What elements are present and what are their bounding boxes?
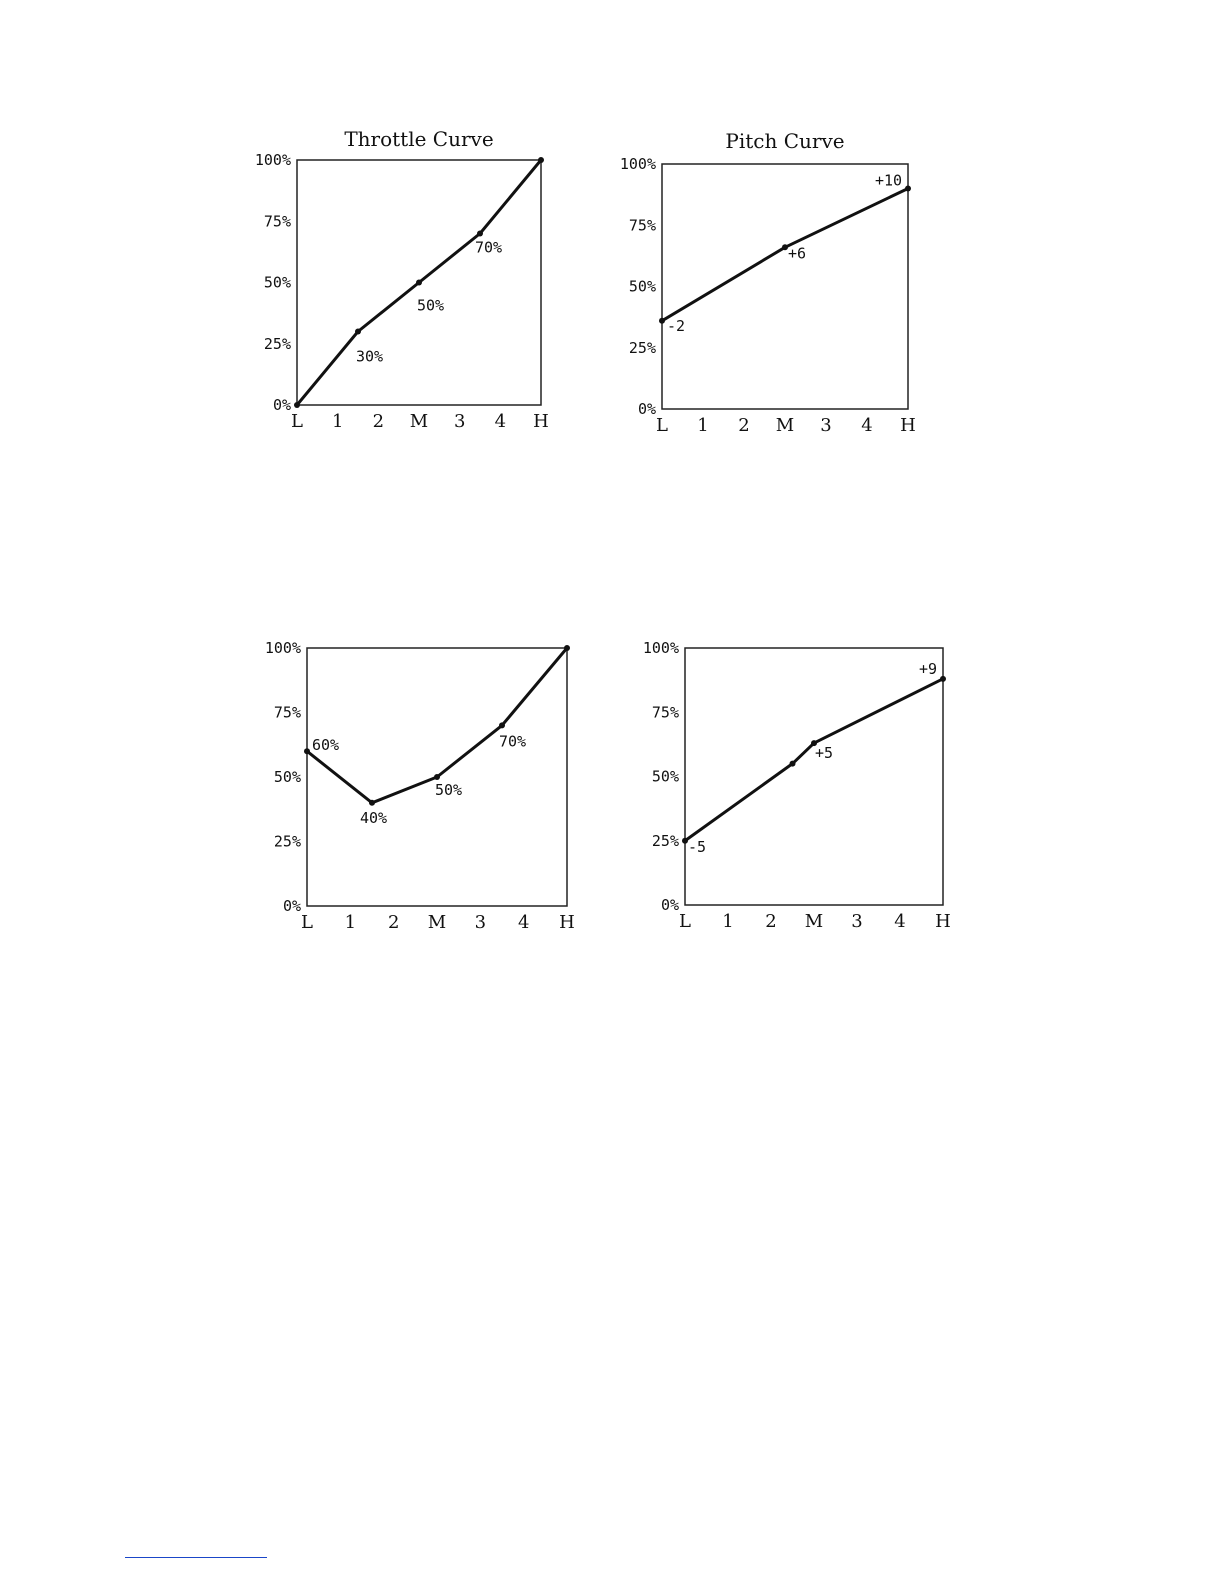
data-label: -5 <box>688 837 707 856</box>
x-tick-label: 1 <box>331 411 344 432</box>
data-point <box>940 676 946 682</box>
data-label: +6 <box>788 244 807 263</box>
x-tick-label: L <box>679 911 691 932</box>
x-tick-label: H <box>935 911 951 932</box>
plot-frame <box>685 648 943 905</box>
data-label: 50% <box>417 296 445 315</box>
y-tick-label: 50% <box>628 277 656 296</box>
data-point <box>477 231 483 237</box>
x-tick-label: 4 <box>894 911 906 932</box>
data-label: +9 <box>919 659 938 678</box>
y-tick-label: 0% <box>637 400 656 418</box>
data-point <box>564 645 570 651</box>
data-point <box>790 761 796 767</box>
y-tick-label: 50% <box>263 273 291 292</box>
throttle-curve-chart <box>240 120 570 440</box>
data-point <box>416 280 422 286</box>
y-tick-label: 25% <box>273 832 301 851</box>
series-line <box>662 189 908 321</box>
data-label: 70% <box>475 238 503 257</box>
x-tick-label: 4 <box>861 415 873 436</box>
data-point <box>434 774 440 780</box>
data-point <box>304 748 310 754</box>
x-tick-label: 1 <box>722 911 734 932</box>
x-tick-label: L <box>656 415 668 436</box>
x-tick-label: H <box>533 411 549 432</box>
data-label: +5 <box>815 744 834 763</box>
x-tick-label: 1 <box>344 912 357 933</box>
footnote-rule <box>125 1557 267 1558</box>
idle-up-pitch-chart <box>625 630 965 950</box>
y-tick-label: 25% <box>263 334 291 353</box>
y-tick-label: 0% <box>660 896 679 914</box>
x-tick-label: 3 <box>820 415 832 436</box>
data-label: +10 <box>875 171 903 190</box>
x-tick-label: 4 <box>494 411 507 432</box>
y-tick-label: 0% <box>272 396 291 414</box>
y-tick-label: 100% <box>254 151 291 169</box>
throttle-curve-svg <box>240 120 570 440</box>
data-point <box>294 402 300 408</box>
y-tick-label: 100% <box>642 639 679 657</box>
x-tick-label: 3 <box>851 911 863 932</box>
y-tick-label: 75% <box>273 703 301 722</box>
y-tick-label: 100% <box>264 639 301 657</box>
chart-title: Throttle Curve <box>344 127 494 151</box>
y-tick-label: 100% <box>619 155 656 173</box>
data-point <box>369 800 375 806</box>
x-tick-label: H <box>900 415 916 436</box>
x-tick-label: H <box>559 912 575 933</box>
idle-up-throttle-svg <box>245 630 585 950</box>
data-point <box>538 157 544 163</box>
series-line <box>685 679 943 841</box>
x-tick-label: 2 <box>738 415 750 436</box>
y-tick-label: 25% <box>628 338 656 357</box>
x-tick-label: L <box>301 912 313 933</box>
y-tick-label: 25% <box>651 831 679 850</box>
x-tick-label: 2 <box>387 912 400 933</box>
x-tick-label: 2 <box>372 411 385 432</box>
x-tick-label: M <box>409 411 429 432</box>
y-tick-label: 50% <box>273 768 301 786</box>
idle-up-throttle-chart <box>245 630 585 950</box>
y-tick-label: 50% <box>651 767 679 786</box>
x-tick-label: 2 <box>765 911 777 932</box>
pitch-curve-chart <box>605 120 935 440</box>
x-tick-label: 1 <box>697 415 709 436</box>
data-label: 60% <box>312 736 340 755</box>
data-point <box>905 186 911 192</box>
idle-up-pitch-svg <box>625 630 965 950</box>
data-point <box>659 318 665 324</box>
data-label: -2 <box>667 316 686 335</box>
pitch-curve-svg <box>605 120 935 440</box>
data-point <box>355 329 361 335</box>
y-tick-label: 0% <box>282 897 301 915</box>
plot-frame <box>662 164 908 409</box>
x-tick-label: M <box>775 415 795 436</box>
data-label: 30% <box>356 347 384 366</box>
x-tick-label: M <box>804 911 824 932</box>
chart-title: Pitch Curve <box>725 129 845 153</box>
x-tick-label: 3 <box>474 912 487 933</box>
y-tick-label: 75% <box>628 216 656 235</box>
data-label: 70% <box>499 732 527 751</box>
data-point <box>499 722 505 728</box>
data-label: 40% <box>360 808 388 827</box>
y-tick-label: 75% <box>651 703 679 722</box>
x-tick-label: L <box>291 411 303 432</box>
x-tick-label: 3 <box>453 411 466 432</box>
x-tick-label: 4 <box>517 912 530 933</box>
x-tick-label: M <box>427 912 447 933</box>
data-label: 50% <box>435 781 463 799</box>
y-tick-label: 75% <box>263 212 291 231</box>
